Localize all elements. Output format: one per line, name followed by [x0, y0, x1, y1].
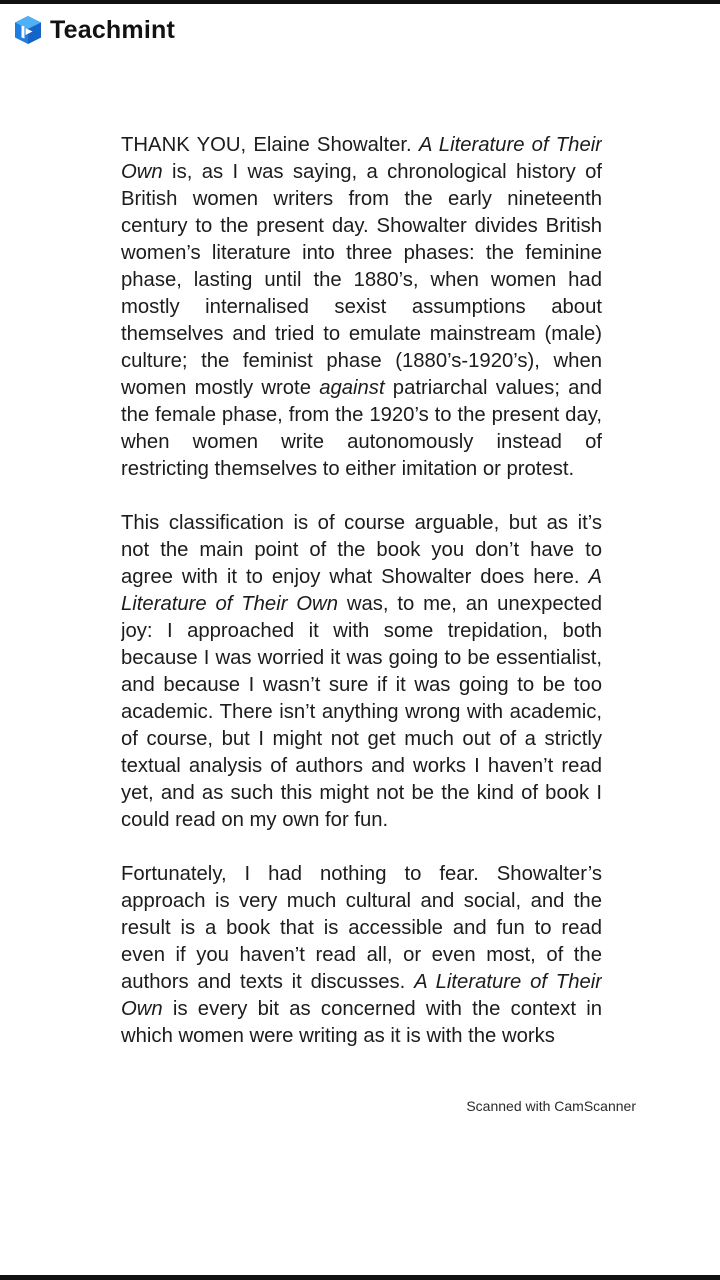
brand-header[interactable] [13, 14, 175, 46]
camscanner-watermark: Scanned with CamScanner [466, 1098, 636, 1114]
italic-run: A Literature of Their Own [121, 134, 602, 183]
document-text [121, 132, 602, 1050]
text-run: THANK YOU, Elaine Showalter. [121, 134, 419, 156]
teachmint-logo-icon [13, 15, 43, 45]
paragraph-2 [121, 510, 602, 834]
italic-run: A Literature of Their Own [121, 971, 602, 1020]
italic-run: against [319, 377, 385, 399]
text-run: patriarchal values; and the female phase, from the 1920’s to the present day, when women write autonomously instead of restricting themselves to either imitation or protest. [121, 377, 602, 480]
document-page[interactable] [121, 132, 602, 1097]
bottom-border [0, 1275, 720, 1280]
text-run: Fortunately, I had nothing to fear. Showalter’s approach is very much cultural and social, and the result is a book that is accessible and fun to read even if you haven’t read all, or even most, of the authors and texts it discusses. [121, 863, 602, 993]
text-run: was, to me, an unexpected joy: I approached it with some trepidation, both because I was worried it was going to be essentialist, and because I wasn’t sure if it was going to be too academic. There isn’t anything wrong with academic, of course, but I might not get much out of a strictly textual analysis of authors and works I haven’t read yet, and as such this might not be the kind of book I could read on my own for fun. [121, 593, 602, 831]
text-run: is, as I was saying, a chronological history of British women writers from the early nineteenth century to the present day. Showalter divides British women’s literature into three phases: the feminine phase, lasting until the 1880’s, when women had mostly internalised sexist assumptions about themselves and tried to emulate mainstream (male) culture; the feminist phase (1880’s-1920’s), when women mostly wrote [121, 161, 602, 399]
paragraph-1 [121, 132, 602, 483]
top-border [0, 0, 720, 4]
brand-name: Teachmint [50, 16, 175, 44]
italic-run: A Literature of Their Own [121, 566, 602, 615]
text-run: is every bit as concerned with the context in which women were writing as it is with the works [121, 998, 602, 1047]
text-run: This classification is of course arguable, but as it’s not the main point of the book you don’t have to agree with it to enjoy what Showalter does here. [121, 512, 602, 588]
paragraph-3 [121, 861, 602, 1050]
